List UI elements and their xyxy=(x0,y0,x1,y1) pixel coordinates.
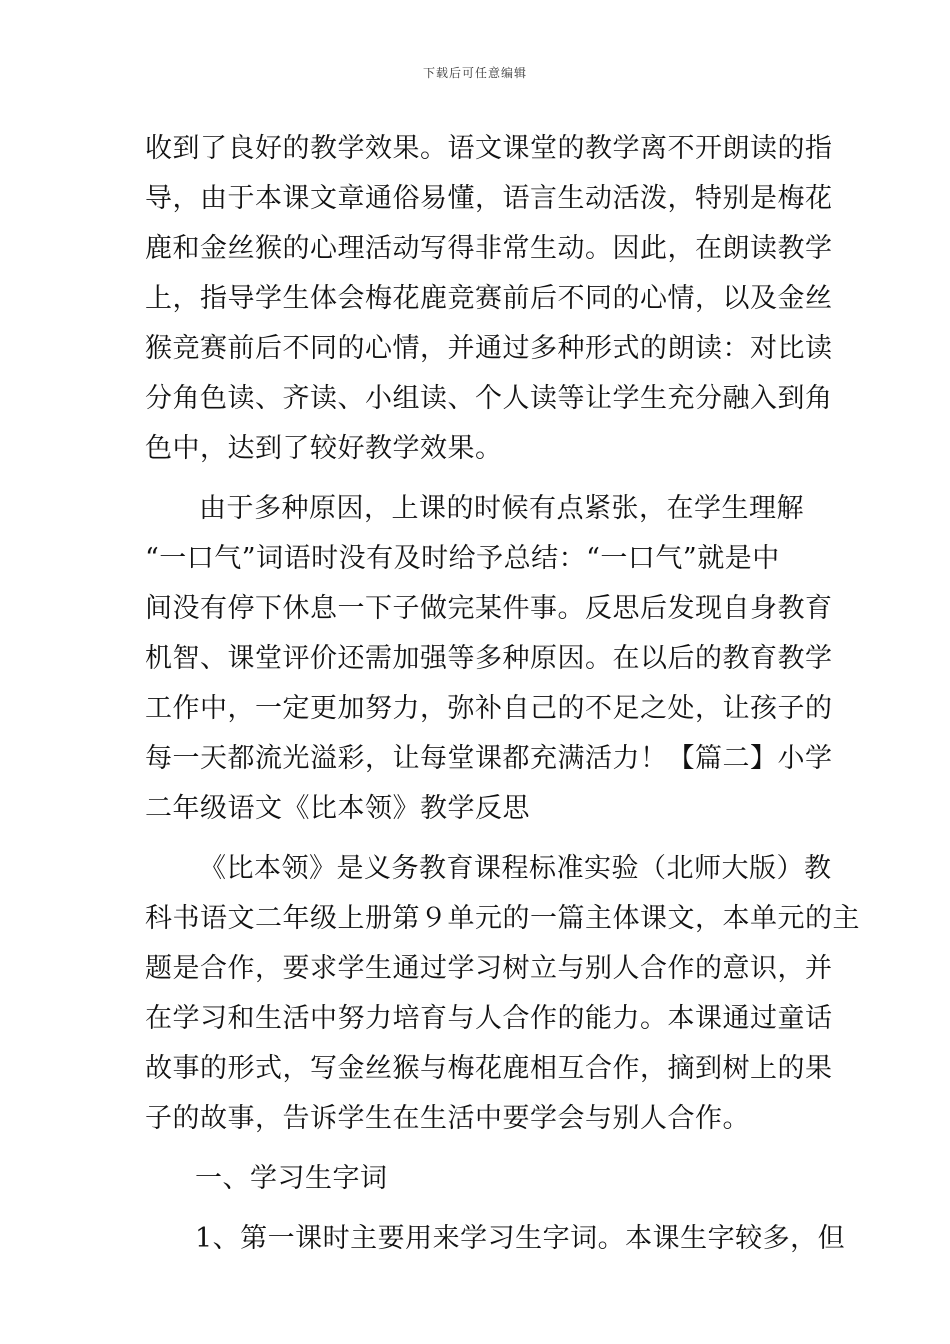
text-line: 鹿和金丝猴的心理活动写得非常生动。因此，在朗读教学 xyxy=(145,233,833,264)
paragraph xyxy=(145,484,833,834)
text-line: 分角色读、齐读、小组读、个人读等让学生充分融入到角 xyxy=(145,383,833,414)
text-line: 《比本领》是义务教育课程标准实验（北师大版）教 xyxy=(199,853,832,884)
paragraph xyxy=(145,844,860,1144)
text-line: 工作中，一定更加努力，弥补自己的不足之处，让孩子的 xyxy=(145,693,833,724)
paragraph xyxy=(145,1214,846,1264)
text-line: 故事的形式，写金丝猴与梅花鹿相互合作，摘到树上的果 xyxy=(145,1053,833,1084)
text-line: 收到了良好的教学效果。语文课堂的教学离不开朗读的指 xyxy=(145,133,833,164)
text-line: 机智、课堂评价还需加强等多种原因。在以后的教育教学 xyxy=(145,643,833,674)
text-line: 二年级语文《比本领》教学反思 xyxy=(145,793,530,824)
text-line: 科书语文二年级上册第９单元的一篇主体课文，本单元的主 xyxy=(145,903,860,934)
text-line: 1、第一课时主要用来学习生字词。本课生字较多，但 xyxy=(195,1223,846,1254)
text-line: 由于多种原因，上课的时候有点紧张，在学生理解 xyxy=(199,493,804,524)
section-heading xyxy=(145,1154,807,1204)
text-line: 导，由于本课文章通俗易懂，语言生动活泼，特别是梅花 xyxy=(145,183,833,214)
text-line: 在学习和生活中努力培育与人合作的能力。本课通过童话 xyxy=(145,1003,833,1034)
text-line: 色中，达到了较好教学效果。 xyxy=(145,433,503,464)
text-line: 间没有停下休息一下子做完某件事。反思后发现自身教育 xyxy=(145,593,833,624)
paragraph xyxy=(145,124,833,474)
text-line: 猴竞赛前后不同的心情，并通过多种形式的朗读：对比读 xyxy=(145,333,833,364)
text-line: “一口气”词语时没有及时给予总结：“一口气”就是中 xyxy=(145,543,780,574)
text-line: 上，指导学生体会梅花鹿竞赛前后不同的心情，以及金丝 xyxy=(145,283,833,314)
text-line: 每一天都流光溢彩，让每堂课都充满活力！【篇二】小学 xyxy=(145,743,833,774)
text-line: 一、学习生字词 xyxy=(195,1163,388,1194)
document-body xyxy=(145,124,860,1264)
text-line: 子的故事，告诉学生在生活中要学会与别人合作。 xyxy=(145,1103,750,1134)
text-line: 题是合作，要求学生通过学习树立与别人合作的意识，并 xyxy=(145,953,833,984)
page-header: 下载后可任意编辑 xyxy=(422,66,527,80)
